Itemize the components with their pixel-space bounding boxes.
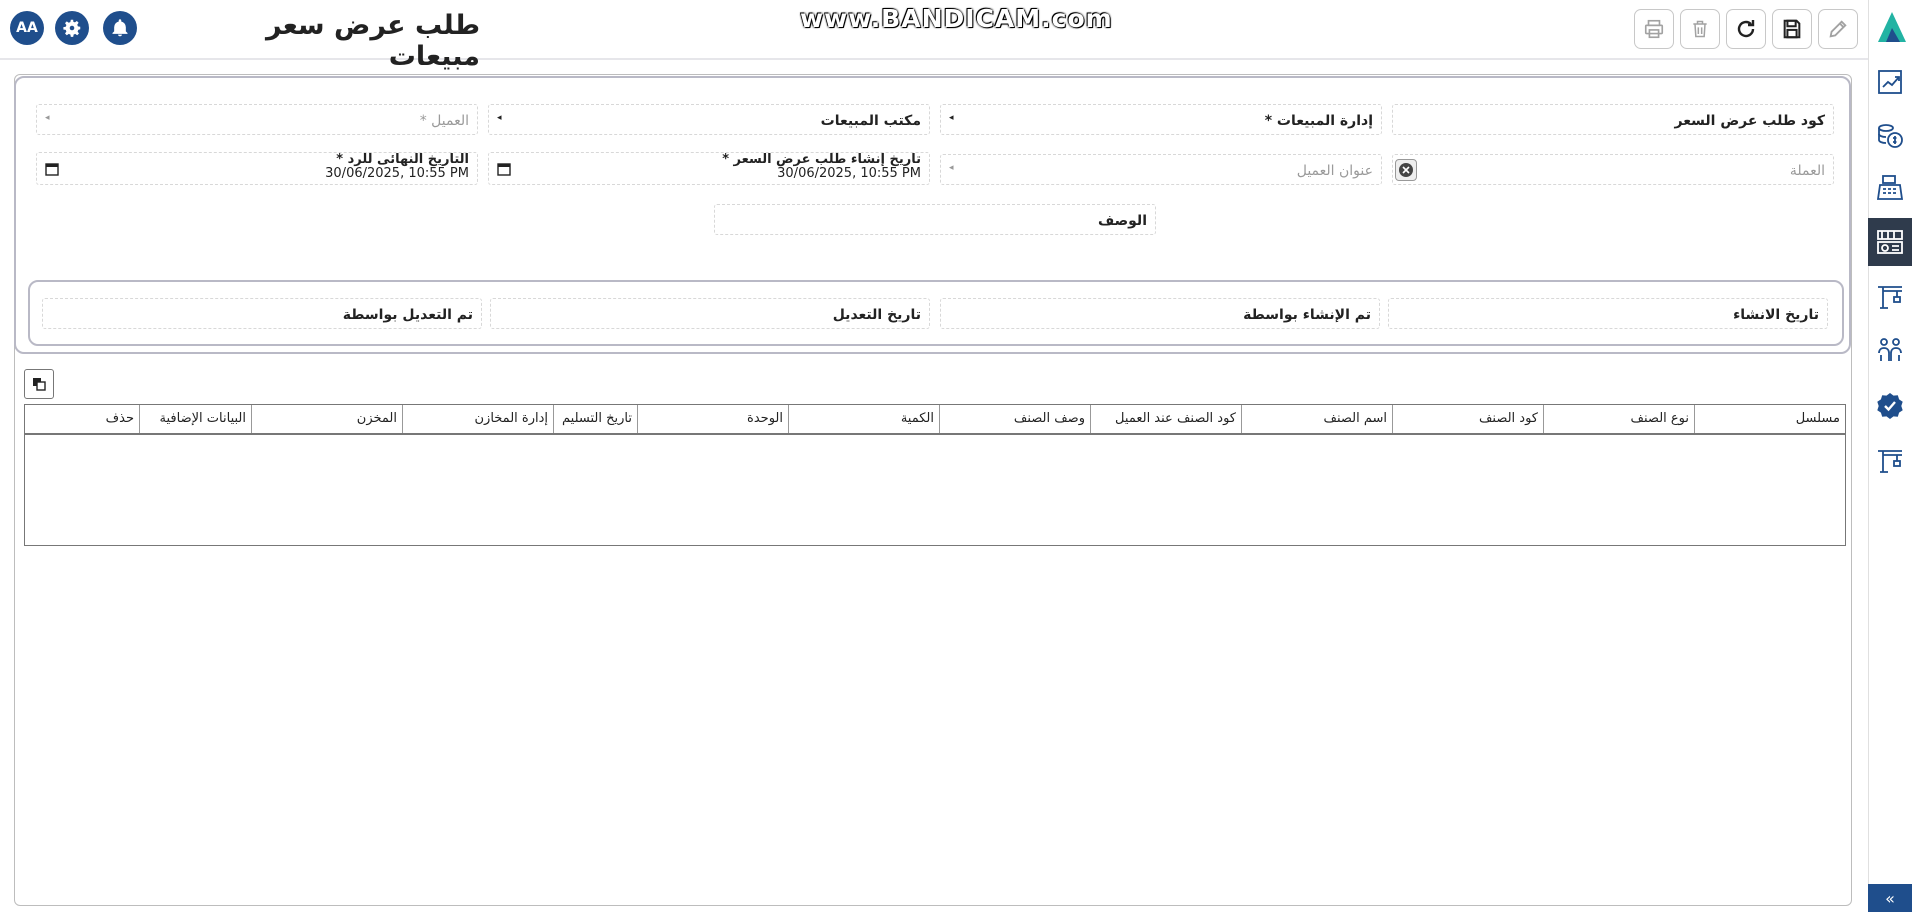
caret-icon: ◂ bbox=[45, 113, 50, 123]
refresh-button[interactable] bbox=[1726, 9, 1766, 49]
sales-department-label: إدارة المبيعات * bbox=[1264, 113, 1373, 129]
column-header-quantity[interactable]: الكمية bbox=[788, 405, 939, 433]
user-avatar[interactable]: AA bbox=[10, 11, 44, 45]
sidebar-collapse-button[interactable] bbox=[1868, 884, 1912, 912]
created-date-field bbox=[1388, 298, 1828, 329]
crane-icon bbox=[1875, 281, 1905, 311]
deadline-date-value: 30/06/2025, 10:55 PM bbox=[325, 166, 469, 181]
column-header-item-code[interactable]: كود الصنف bbox=[1392, 405, 1543, 433]
calendar-icon[interactable] bbox=[45, 162, 59, 176]
edit-button[interactable] bbox=[1818, 9, 1858, 49]
recording-watermark: www.BANDICAM.com bbox=[800, 4, 1113, 33]
description-label: الوصف bbox=[1097, 213, 1147, 229]
currency-select[interactable] bbox=[1392, 154, 1834, 185]
app-logo bbox=[1874, 6, 1910, 46]
bell-icon bbox=[110, 18, 130, 38]
print-icon bbox=[1643, 18, 1665, 40]
sidebar-item-reports[interactable] bbox=[1868, 58, 1912, 106]
modified-date-field bbox=[490, 298, 930, 329]
refresh-icon bbox=[1734, 17, 1758, 41]
currency-placeholder: العملة bbox=[1789, 163, 1825, 179]
save-icon bbox=[1781, 18, 1803, 40]
column-header-serial[interactable]: مسلسل bbox=[1694, 405, 1845, 433]
created-by-field bbox=[940, 298, 1380, 329]
gear-icon bbox=[61, 17, 83, 39]
cash-register-icon bbox=[1875, 173, 1905, 203]
created-date-label: تاريخ الانشاء bbox=[1733, 307, 1819, 323]
delete-button[interactable] bbox=[1680, 9, 1720, 49]
badge-check-icon bbox=[1875, 391, 1905, 421]
copy-rows-button[interactable] bbox=[24, 369, 54, 399]
sales-office-select[interactable] bbox=[488, 104, 930, 135]
column-header-item-name[interactable]: اسم الصنف bbox=[1241, 405, 1392, 433]
column-header-warehouse-management[interactable]: إدارة المخازن bbox=[402, 405, 553, 433]
caret-icon: ◂ bbox=[949, 113, 954, 123]
double-chevron-left-icon: « bbox=[1885, 888, 1895, 908]
deadline-date-field[interactable] bbox=[36, 152, 478, 185]
sales-store-icon bbox=[1875, 227, 1905, 257]
settings-button[interactable] bbox=[55, 11, 89, 45]
column-header-item-type[interactable]: نوع الصنف bbox=[1543, 405, 1694, 433]
creation-date-value: 30/06/2025, 10:55 PM bbox=[777, 166, 921, 181]
sidebar-item-sales[interactable] bbox=[1868, 218, 1912, 266]
customer-address-select[interactable] bbox=[940, 154, 1382, 185]
copy-icon bbox=[31, 376, 47, 392]
modified-date-label: تاريخ التعديل bbox=[832, 307, 921, 323]
crane-icon bbox=[1875, 445, 1905, 475]
customer-address-placeholder: عنوان العميل bbox=[1296, 163, 1373, 179]
quote-code-field[interactable] bbox=[1392, 104, 1834, 135]
creation-date-field[interactable] bbox=[488, 152, 930, 185]
quote-code-label: كود طلب عرض السعر bbox=[1674, 113, 1825, 129]
sidebar-item-hr[interactable] bbox=[1868, 326, 1912, 374]
sidebar-item-finance[interactable] bbox=[1868, 112, 1912, 160]
print-button[interactable] bbox=[1634, 9, 1674, 49]
sidebar-item-production[interactable] bbox=[1868, 272, 1912, 320]
trash-icon bbox=[1690, 18, 1710, 40]
creation-date-label: تاريخ إنشاء طلب عرض السعر * bbox=[722, 152, 921, 167]
description-field[interactable] bbox=[714, 204, 1156, 235]
save-button[interactable] bbox=[1772, 9, 1812, 49]
sidebar-item-pos[interactable] bbox=[1868, 164, 1912, 212]
sales-office-label: مكتب المبيعات bbox=[820, 113, 921, 129]
pencil-icon bbox=[1827, 18, 1849, 40]
column-header-customer-item-code[interactable]: كود الصنف عند العميل bbox=[1090, 405, 1241, 433]
sales-department-select[interactable] bbox=[940, 104, 1382, 135]
column-header-item-description[interactable]: وصف الصنف bbox=[939, 405, 1090, 433]
sidebar-item-warehouse[interactable] bbox=[1868, 436, 1912, 484]
caret-icon: ◂ bbox=[497, 113, 502, 123]
sidebar-item-quality[interactable] bbox=[1868, 382, 1912, 430]
page-title: طلب عرض سعر مبيعات bbox=[266, 10, 480, 72]
modified-by-field bbox=[42, 298, 482, 329]
coins-icon bbox=[1875, 121, 1905, 151]
caret-icon: ◂ bbox=[949, 163, 954, 173]
deadline-date-label: التاريخ النهائى للرد * bbox=[336, 152, 469, 167]
calendar-icon[interactable] bbox=[497, 162, 511, 176]
created-by-label: تم الإنشاء بواسطة bbox=[1243, 307, 1371, 323]
column-header-unit[interactable]: الوحدة bbox=[637, 405, 788, 433]
chart-report-icon bbox=[1875, 67, 1905, 97]
items-table-header bbox=[24, 404, 1846, 434]
notifications-button[interactable] bbox=[103, 11, 137, 45]
column-header-delivery-date[interactable]: تاريخ التسليم bbox=[553, 405, 637, 433]
close-circle-icon bbox=[1398, 162, 1414, 178]
items-table-body bbox=[24, 434, 1846, 546]
customer-select[interactable] bbox=[36, 104, 478, 135]
column-header-delete[interactable]: حذف bbox=[105, 411, 134, 426]
people-icon bbox=[1875, 335, 1905, 365]
clear-button[interactable] bbox=[1395, 159, 1417, 181]
modified-by-label: تم التعديل بواسطة bbox=[342, 307, 473, 323]
customer-placeholder: العميل * bbox=[419, 113, 469, 129]
column-header-additional-data[interactable]: البيانات الإضافية bbox=[139, 405, 251, 433]
column-header-warehouse[interactable]: المخزن bbox=[251, 405, 402, 433]
